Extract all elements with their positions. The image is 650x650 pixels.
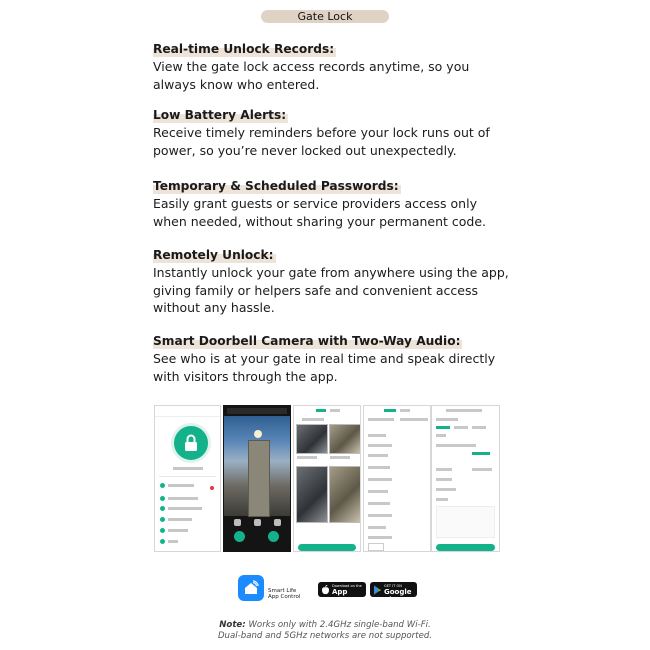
lock-icon xyxy=(183,434,199,452)
app-name xyxy=(268,588,300,600)
smart-life-app-icon xyxy=(238,575,264,601)
google-play-icon xyxy=(373,585,382,595)
wifi-note-line1 xyxy=(0,620,650,630)
feature-unlock-records xyxy=(153,38,513,93)
feature-heading: Smart Doorbell Camera with Two-Way Audio: xyxy=(153,334,461,348)
apple-icon xyxy=(321,585,330,595)
screenshot-home xyxy=(154,405,221,552)
feature-heading: Real-time Unlock Records: xyxy=(153,42,335,56)
feature-passwords xyxy=(153,175,513,230)
screenshot-unlock-log xyxy=(363,405,431,552)
feature-low-battery xyxy=(153,104,513,159)
feature-text: Instantly unlock your gate from anywhere using the app, giving family or helpers safe and convenient access without any hassle. xyxy=(153,265,509,315)
feature-heading: Temporary & Scheduled Passwords: xyxy=(153,179,399,193)
app-name-line1: Smart Life xyxy=(268,588,297,594)
feature-remote-unlock xyxy=(153,244,513,317)
lock-status-circle xyxy=(171,423,211,463)
smart-life-house-icon xyxy=(243,580,259,596)
page-title: Gate Lock xyxy=(261,10,389,23)
app-store-label: App Store xyxy=(332,588,354,604)
feature-text: See who is at your gate in real time and speak directly with visitors through the app. xyxy=(153,351,496,384)
wifi-note-line2: Dual-band and 5GHz networks are not supported. xyxy=(217,631,433,641)
feature-heading: Remotely Unlock: xyxy=(153,248,274,262)
note-label: Note: xyxy=(219,620,246,630)
google-play-badge[interactable] xyxy=(370,582,417,604)
screenshot-records-album xyxy=(293,405,361,552)
screenshot-password-settings xyxy=(431,405,500,552)
app-name-line2: App Control xyxy=(268,594,301,600)
app-screenshots xyxy=(154,405,500,552)
screenshot-camera-live xyxy=(223,405,291,552)
feature-text: Receive timely reminders before your lock runs out of power, so you’re never locked out unexpectedly. xyxy=(153,125,490,158)
feature-text: Easily grant guests or service providers access only when needed, without sharing your permanent code. xyxy=(153,196,487,229)
feature-heading: Low Battery Alerts: xyxy=(153,108,287,122)
note-text: Works only with 2.4GHz single-band Wi-Fi. xyxy=(248,620,431,630)
google-play-label: Google Play xyxy=(384,588,412,604)
feature-doorbell-camera xyxy=(153,330,513,385)
google-play-small-text: GET IT ON xyxy=(384,584,402,588)
app-store-small-text: Download on the xyxy=(332,584,362,588)
app-store-badge[interactable] xyxy=(318,582,366,604)
feature-text: View the gate lock access records anytime, so you always know who entered. xyxy=(153,59,470,92)
